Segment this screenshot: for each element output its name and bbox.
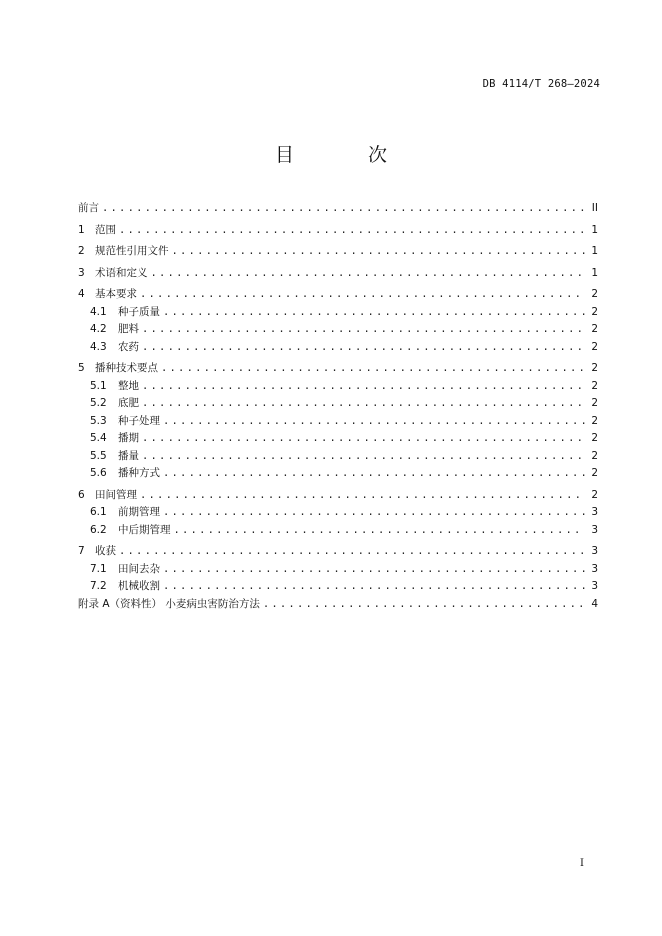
entry-number: 5.5: [90, 449, 107, 462]
entry-number: 2: [78, 245, 85, 257]
dot-leader: [102, 200, 585, 218]
entry-page: 2: [591, 379, 598, 392]
document-code: DB 4114/T 268—2024: [482, 78, 600, 90]
dot-leader: [142, 321, 585, 339]
entry-number: 5.1: [90, 379, 107, 392]
toc-entry-6[interactable]: [78, 487, 598, 505]
dot-leader: [172, 243, 586, 261]
entry-label: 机械收割: [118, 580, 160, 592]
entry-page: 2: [591, 488, 598, 501]
dot-leader: [263, 596, 585, 614]
entry-label: 田间管理: [95, 488, 137, 501]
entry-label: 种子质量: [118, 305, 160, 318]
entry-page: 2: [591, 288, 598, 300]
toc-entry-7-2[interactable]: [78, 578, 598, 596]
dot-leader: [163, 561, 585, 579]
entry-number: 4.1: [90, 305, 107, 318]
entry-number: 7: [78, 545, 85, 557]
toc-entry-4-3[interactable]: [78, 339, 598, 357]
entry-number: 5.4: [90, 432, 107, 444]
entry-page: 3: [591, 545, 598, 557]
toc-entry-4[interactable]: [78, 286, 598, 304]
entry-number: 3: [78, 266, 85, 279]
dot-leader: [142, 430, 585, 448]
entry-page: 2: [591, 449, 598, 462]
entry-page: 2: [591, 432, 598, 444]
entry-number: 1: [78, 223, 85, 236]
dot-leader: [151, 265, 586, 283]
entry-label: 农药: [118, 340, 139, 353]
entry-label: 播期: [118, 432, 139, 444]
dot-leader: [142, 378, 585, 396]
toc-entry-6-2[interactable]: [78, 522, 598, 540]
entry-number: 7.2: [90, 580, 107, 592]
entry-page: 2: [591, 323, 598, 335]
entry-number: 4.3: [90, 340, 107, 353]
toc-entry-4-2[interactable]: [78, 321, 598, 339]
dot-leader: [163, 465, 585, 483]
entry-page: 3: [591, 562, 598, 575]
toc-entry-5-5[interactable]: [78, 448, 598, 466]
entry-number: 5: [78, 362, 85, 374]
entry-label: 附录 A（资料性） 小麦病虫害防治方法: [78, 597, 260, 610]
toc-entry-5-1[interactable]: [78, 378, 598, 396]
entry-number: 4.2: [90, 323, 107, 335]
dot-leader: [140, 487, 585, 505]
entry-page: 2: [591, 362, 598, 374]
page-number: I: [580, 858, 584, 869]
dot-leader: [142, 448, 585, 466]
entry-label: 底肥: [118, 397, 139, 409]
entry-label: 肥料: [118, 323, 139, 335]
entry-number: 5.6: [90, 467, 107, 479]
dot-leader: [140, 286, 585, 304]
entry-label: 中后期管理: [118, 523, 171, 536]
toc-entry-5[interactable]: [78, 360, 598, 378]
toc-entry-7-1[interactable]: [78, 561, 598, 579]
entry-page: 1: [591, 245, 598, 257]
entry-label: 收获: [95, 545, 116, 557]
dot-leader: [174, 522, 586, 540]
toc-entry-6-1[interactable]: [78, 504, 598, 522]
entry-label: 整地: [118, 379, 139, 392]
toc-entry-2[interactable]: [78, 243, 598, 261]
entry-label: 前言: [78, 202, 99, 214]
entry-label: 种子处理: [118, 414, 160, 427]
entry-number: 6.2: [90, 523, 107, 536]
entry-label: 术语和定义: [95, 266, 148, 279]
entry-page: 1: [591, 266, 598, 279]
entry-label: 基本要求: [95, 288, 137, 300]
toc-entry-1[interactable]: [78, 222, 598, 240]
entry-label: 田间去杂: [118, 562, 160, 575]
dot-leader: [119, 222, 585, 240]
entry-label: 范围: [95, 223, 116, 236]
entry-page: II: [591, 202, 598, 214]
entry-number: 6: [78, 488, 85, 501]
dot-leader: [142, 339, 585, 357]
toc-entry-5-4[interactable]: [78, 430, 598, 448]
dot-leader: [119, 543, 585, 561]
entry-label: 播种技术要点: [95, 362, 158, 374]
entry-page: 3: [591, 580, 598, 592]
table-of-contents: [78, 200, 598, 613]
entry-page: 3: [591, 506, 598, 518]
entry-number: 7.1: [90, 562, 107, 575]
dot-leader: [142, 395, 585, 413]
dot-leader: [163, 304, 585, 322]
toc-title: 目 次: [274, 144, 422, 166]
entry-page: 4: [591, 597, 598, 610]
toc-entry-5-3[interactable]: [78, 413, 598, 431]
dot-leader: [163, 413, 585, 431]
entry-label: 规范性引用文件: [95, 245, 169, 257]
toc-entry-preface[interactable]: [78, 200, 598, 218]
entry-page: 2: [591, 305, 598, 318]
entry-page: 2: [591, 340, 598, 353]
toc-entry-3[interactable]: [78, 265, 598, 283]
entry-label: 播种方式: [118, 467, 160, 479]
entry-page: 2: [591, 414, 598, 427]
entry-page: 2: [591, 397, 598, 409]
toc-entry-7[interactable]: [78, 543, 598, 561]
toc-entry-appendix-a[interactable]: [78, 596, 598, 614]
dot-leader: [161, 360, 585, 378]
toc-entry-4-1[interactable]: [78, 304, 598, 322]
entry-label: 前期管理: [118, 506, 160, 518]
entry-number: 4: [78, 288, 85, 300]
dot-leader: [163, 504, 585, 522]
entry-page: 2: [591, 467, 598, 479]
entry-number: 6.1: [90, 506, 107, 518]
entry-page: 3: [591, 523, 598, 536]
dot-leader: [163, 578, 585, 596]
entry-number: 5.3: [90, 414, 107, 427]
toc-entry-5-6[interactable]: [78, 465, 598, 483]
entry-page: 1: [591, 223, 598, 236]
entry-number: 5.2: [90, 397, 107, 409]
toc-entry-5-2[interactable]: [78, 395, 598, 413]
entry-label: 播量: [118, 449, 139, 462]
